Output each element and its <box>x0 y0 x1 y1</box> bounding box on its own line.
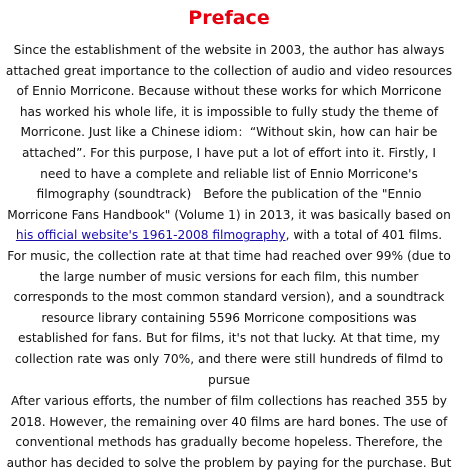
paragraph-collection-efforts: After various efforts, the number of film collections has reached 355 by 2018. However, the remaining over 40 films are hard bones. The use of conventional methods has gradually become hopeless. Therefore, the author has decided to solve the problem by paying for the purchase. But <box>6 394 452 470</box>
paragraph-intro-text-before-link: Since the establishment of the website in 2003, the author has always attached great importance to the collection of audio and video resources of Ennio Morricone. Because without these works for which Morricone has worked his whole life, it is impossible to fully study the theme of Morricone. Just like a Chinese idiom：“Without skin, how can hair be attached”. For this purpose, I have put a lot of effort into it. Firstly, I need to have a complete and reliable list of Ennio Morricone's filmography (soundtrack) Before the publication of the "Ennio Morricone Fans Handbook" (Volume 1) in 2013, it was basically based on <box>5 43 453 222</box>
page-title: Preface <box>188 7 270 29</box>
paragraph-intro <box>5 40 453 390</box>
paragraph-intro-text-after-link: , with a total of 401 films. For music, the collection rate at that time had reached over 99% (due to the large number of music versions for each film, this number corresponds to the most common standard version), and a soundtrack resource library containing 5596 Morricone compositions was established for fans. But for films, it's not that lucky. At that time, my collection rate was only 70%, and there were still hundreds of filmd to pursue <box>7 228 451 387</box>
official-filmography-link[interactable]: his official website's 1961-2008 filmography <box>15 228 286 243</box>
